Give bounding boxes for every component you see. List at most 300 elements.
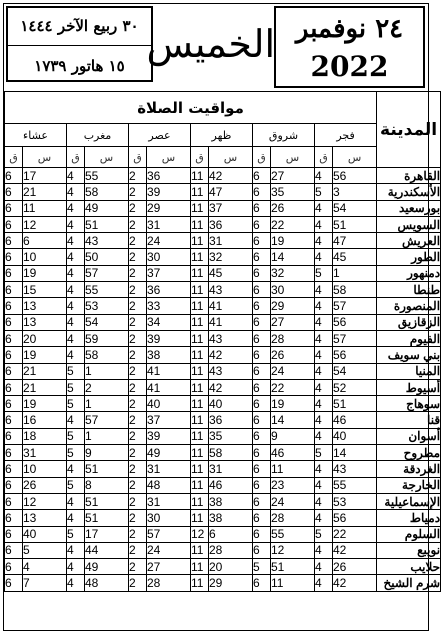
minute-cell: 13	[23, 314, 67, 330]
minute-cell: 32	[209, 249, 253, 265]
minute-cell: 14	[271, 249, 315, 265]
hour-cell: 6	[253, 168, 271, 184]
minute-cell: 53	[333, 493, 377, 509]
minute-cell: 7	[23, 575, 67, 591]
minute-cell: 43	[209, 282, 253, 298]
hour-cell: 6	[5, 363, 23, 379]
hour-cell: 5	[67, 363, 85, 379]
minute-cell: 38	[209, 493, 253, 509]
minute-cell: 49	[85, 200, 129, 216]
hour-cell: 6	[253, 298, 271, 314]
minute-cell: 28	[147, 575, 191, 591]
hour-cell: 2	[129, 493, 147, 509]
minute-cell: 59	[85, 330, 129, 346]
minute-unit-label: ق	[315, 147, 333, 168]
hour-cell: 4	[315, 249, 333, 265]
hour-cell: 6	[5, 428, 23, 444]
minute-cell: 39	[147, 184, 191, 200]
minute-cell: 56	[333, 347, 377, 363]
minute-cell: 37	[209, 200, 253, 216]
minute-cell: 16	[23, 412, 67, 428]
minute-cell: 26	[271, 200, 315, 216]
table-row	[5, 542, 441, 558]
minute-cell: 24	[147, 542, 191, 558]
city-name: الأسكندرية	[377, 184, 441, 200]
minute-cell: 20	[23, 330, 67, 346]
minute-cell: 40	[209, 396, 253, 412]
hour-cell: 2	[129, 379, 147, 395]
hour-cell: 6	[5, 559, 23, 575]
hour-cell: 2	[129, 510, 147, 526]
hour-cell: 4	[67, 314, 85, 330]
minute-cell: 51	[333, 216, 377, 232]
minute-cell: 31	[209, 461, 253, 477]
hour-cell: 11	[191, 184, 209, 200]
coptic-date: ١٥ هاتور ١٧٣٩	[34, 57, 125, 75]
minute-cell: 42	[209, 168, 253, 184]
day-name: الخميس	[146, 22, 275, 66]
minute-cell: 43	[209, 330, 253, 346]
minute-cell: 14	[333, 445, 377, 461]
minute-cell: 45	[209, 265, 253, 281]
gregorian-date-box	[274, 6, 425, 88]
minute-unit-label: ق	[129, 147, 147, 168]
minute-cell: 51	[85, 510, 129, 526]
minute-cell: 56	[333, 510, 377, 526]
minute-cell: 8	[85, 477, 129, 493]
prayer-header: عشاء	[5, 124, 67, 147]
minute-cell: 12	[23, 493, 67, 509]
minute-cell: 51	[85, 461, 129, 477]
hour-cell: 6	[5, 233, 23, 249]
city-name: بني سويف	[377, 347, 441, 363]
minute-unit-label: ق	[5, 147, 23, 168]
minute-cell: 19	[23, 265, 67, 281]
hour-cell: 11	[191, 379, 209, 395]
minute-cell: 30	[271, 282, 315, 298]
hour-cell: 4	[315, 347, 333, 363]
minute-cell: 37	[147, 412, 191, 428]
prayer-header: ظهر	[191, 124, 253, 147]
table-row	[5, 445, 441, 461]
city-name: السويس	[377, 216, 441, 232]
minute-cell: 9	[85, 445, 129, 461]
minute-cell: 23	[271, 477, 315, 493]
hour-cell: 4	[315, 363, 333, 379]
hour-cell: 12	[191, 526, 209, 542]
minute-cell: 46	[271, 445, 315, 461]
minute-cell: 38	[147, 347, 191, 363]
hour-cell: 5	[67, 379, 85, 395]
hour-cell: 11	[191, 216, 209, 232]
hour-cell: 6	[253, 314, 271, 330]
hour-cell: 6	[5, 168, 23, 184]
hour-cell: 2	[129, 233, 147, 249]
hour-cell: 6	[5, 379, 23, 395]
minute-cell: 12	[271, 542, 315, 558]
minute-cell: 37	[147, 265, 191, 281]
hour-cell: 5	[67, 396, 85, 412]
hour-cell: 6	[5, 542, 23, 558]
minute-cell: 9	[271, 428, 315, 444]
hour-cell: 4	[315, 428, 333, 444]
divider	[8, 45, 151, 46]
city-name: المنصورة	[377, 298, 441, 314]
hour-unit-label: س	[23, 147, 67, 168]
hour-cell: 5	[67, 477, 85, 493]
minute-cell: 19	[23, 396, 67, 412]
hour-cell: 4	[315, 314, 333, 330]
minute-cell: 54	[85, 314, 129, 330]
hour-cell: 5	[315, 526, 333, 542]
hour-cell: 4	[315, 298, 333, 314]
city-name: المنيا	[377, 363, 441, 379]
hour-cell: 2	[129, 168, 147, 184]
hour-cell: 11	[191, 428, 209, 444]
minute-cell: 43	[333, 461, 377, 477]
minute-cell: 6	[209, 526, 253, 542]
hour-cell: 4	[315, 216, 333, 232]
hour-cell: 2	[129, 298, 147, 314]
city-name: نويبع	[377, 542, 441, 558]
city-name: أسوان	[377, 428, 441, 444]
hour-cell: 5	[315, 184, 333, 200]
hour-cell: 11	[191, 575, 209, 591]
minute-cell: 51	[333, 396, 377, 412]
hour-cell: 11	[191, 249, 209, 265]
minute-cell: 34	[147, 314, 191, 330]
hour-cell: 2	[129, 363, 147, 379]
hour-cell: 4	[315, 510, 333, 526]
hour-cell: 4	[315, 542, 333, 558]
gregorian-date: ٢٤ نوفمبر	[295, 14, 404, 44]
table-row	[5, 396, 441, 412]
hour-cell: 6	[253, 428, 271, 444]
minute-cell: 42	[333, 542, 377, 558]
minute-cell: 22	[271, 379, 315, 395]
hour-cell: 2	[129, 314, 147, 330]
minute-cell: 5	[23, 542, 67, 558]
prayer-header: مغرب	[67, 124, 129, 147]
minute-cell: 55	[271, 526, 315, 542]
minute-cell: 1	[333, 265, 377, 281]
minute-cell: 31	[147, 216, 191, 232]
hour-cell: 2	[129, 559, 147, 575]
city-name: دمياط	[377, 510, 441, 526]
minute-cell: 11	[271, 575, 315, 591]
minute-cell: 13	[23, 510, 67, 526]
minute-cell: 36	[209, 412, 253, 428]
hour-cell: 6	[5, 477, 23, 493]
hour-cell: 4	[67, 347, 85, 363]
minute-cell: 1	[85, 396, 129, 412]
year: 2022	[310, 50, 389, 83]
minute-cell: 39	[147, 428, 191, 444]
table-row	[5, 510, 441, 526]
hour-cell: 6	[253, 249, 271, 265]
minute-cell: 27	[147, 559, 191, 575]
table-row	[5, 249, 441, 265]
hour-cell: 4	[67, 168, 85, 184]
hour-cell: 2	[129, 347, 147, 363]
minute-cell: 21	[23, 379, 67, 395]
minute-cell: 51	[271, 559, 315, 575]
minute-cell: 1	[85, 363, 129, 379]
hour-cell: 11	[191, 412, 209, 428]
table-title: مواقيت الصلاة	[5, 92, 377, 124]
minute-cell: 22	[271, 216, 315, 232]
hour-cell: 6	[253, 396, 271, 412]
hour-cell: 6	[5, 347, 23, 363]
city-name: دمنهور	[377, 265, 441, 281]
hour-cell: 4	[67, 559, 85, 575]
hour-cell: 6	[5, 282, 23, 298]
hour-cell: 5	[67, 428, 85, 444]
minute-cell: 56	[333, 314, 377, 330]
hour-cell: 11	[191, 265, 209, 281]
hour-cell: 11	[191, 314, 209, 330]
minute-cell: 22	[333, 526, 377, 542]
table-row	[5, 379, 441, 395]
city-name: الزقازيق	[377, 314, 441, 330]
minute-cell: 55	[85, 168, 129, 184]
hour-cell: 4	[67, 542, 85, 558]
minute-cell: 36	[147, 282, 191, 298]
hour-cell: 5	[253, 559, 271, 575]
prayer-header: فجر	[315, 124, 377, 147]
hour-cell: 2	[129, 477, 147, 493]
minute-cell: 35	[271, 184, 315, 200]
hour-cell: 6	[253, 363, 271, 379]
minute-unit-label: ق	[191, 147, 209, 168]
hour-cell: 6	[253, 265, 271, 281]
table-row	[5, 461, 441, 477]
city-name: الغردقة	[377, 461, 441, 477]
minute-cell: 44	[85, 542, 129, 558]
hour-cell: 6	[5, 200, 23, 216]
hour-cell: 2	[129, 282, 147, 298]
hour-cell: 6	[5, 445, 23, 461]
hour-cell: 11	[191, 200, 209, 216]
minute-cell: 54	[333, 363, 377, 379]
hour-cell: 11	[191, 493, 209, 509]
hour-cell: 11	[191, 347, 209, 363]
hour-cell: 6	[253, 575, 271, 591]
minute-cell: 21	[23, 184, 67, 200]
hour-cell: 2	[129, 184, 147, 200]
hour-cell: 6	[253, 412, 271, 428]
minute-cell: 42	[209, 347, 253, 363]
table-row	[5, 233, 441, 249]
hijri-date: ٣٠ ربيع الآخر ١٤٤٤	[20, 17, 139, 35]
hour-cell: 2	[129, 428, 147, 444]
hour-cell: 4	[67, 461, 85, 477]
hour-cell: 11	[191, 363, 209, 379]
minute-cell: 39	[147, 330, 191, 346]
minute-cell: 46	[209, 477, 253, 493]
minute-cell: 31	[147, 493, 191, 509]
minute-cell: 49	[85, 559, 129, 575]
minute-unit-label: ق	[67, 147, 85, 168]
table-row	[5, 265, 441, 281]
hour-cell: 2	[129, 216, 147, 232]
hour-unit-label: س	[271, 147, 315, 168]
minute-cell: 40	[23, 526, 67, 542]
minute-cell: 31	[209, 233, 253, 249]
minute-cell: 40	[147, 396, 191, 412]
minute-cell: 30	[147, 510, 191, 526]
hour-cell: 11	[191, 510, 209, 526]
hour-cell: 4	[67, 493, 85, 509]
minute-cell: 33	[147, 298, 191, 314]
minute-cell: 11	[271, 461, 315, 477]
minute-cell: 14	[271, 412, 315, 428]
minute-cell: 24	[271, 493, 315, 509]
table-row	[5, 477, 441, 493]
hour-cell: 4	[315, 168, 333, 184]
minute-cell: 42	[333, 575, 377, 591]
minute-cell: 2	[85, 379, 129, 395]
hour-cell: 11	[191, 461, 209, 477]
table-row	[5, 282, 441, 298]
city-name: الطور	[377, 249, 441, 265]
minute-cell: 19	[23, 347, 67, 363]
hour-cell: 6	[253, 216, 271, 232]
hour-cell: 11	[191, 542, 209, 558]
minute-cell: 46	[333, 412, 377, 428]
hour-cell: 6	[5, 510, 23, 526]
minute-cell: 1	[85, 428, 129, 444]
table-row	[5, 168, 441, 184]
minute-cell: 41	[209, 298, 253, 314]
city-name: حلايب	[377, 559, 441, 575]
hour-cell: 4	[315, 412, 333, 428]
hour-cell: 11	[191, 477, 209, 493]
minute-cell: 36	[147, 168, 191, 184]
minute-cell: 57	[333, 298, 377, 314]
hour-cell: 4	[67, 265, 85, 281]
table-row	[5, 363, 441, 379]
table-row	[5, 216, 441, 232]
hour-cell: 4	[67, 575, 85, 591]
city-name: قنا	[377, 412, 441, 428]
hour-cell: 6	[5, 461, 23, 477]
hour-cell: 4	[67, 233, 85, 249]
minute-cell: 28	[271, 510, 315, 526]
minute-cell: 38	[209, 510, 253, 526]
hour-cell: 6	[253, 379, 271, 395]
table-row	[5, 493, 441, 509]
hour-cell: 4	[67, 510, 85, 526]
city-name: الفيوم	[377, 330, 441, 346]
hour-cell: 6	[253, 526, 271, 542]
hour-cell: 6	[253, 445, 271, 461]
hour-cell: 6	[5, 184, 23, 200]
minute-cell: 11	[23, 200, 67, 216]
hour-cell: 6	[5, 412, 23, 428]
hour-cell: 4	[67, 330, 85, 346]
minute-cell: 4	[23, 559, 67, 575]
hour-cell: 6	[5, 265, 23, 281]
hour-cell: 2	[129, 330, 147, 346]
hour-cell: 4	[315, 282, 333, 298]
city-column-header: المدينة	[377, 92, 441, 168]
hour-cell: 6	[253, 542, 271, 558]
minute-cell: 29	[209, 575, 253, 591]
minute-cell: 41	[209, 314, 253, 330]
hour-cell: 6	[253, 510, 271, 526]
hour-cell: 5	[67, 526, 85, 542]
hour-unit-label: س	[209, 147, 253, 168]
hour-cell: 5	[315, 445, 333, 461]
city-name: سوهاج	[377, 396, 441, 412]
hour-cell: 6	[5, 216, 23, 232]
city-name: مطروح	[377, 445, 441, 461]
minute-cell: 58	[333, 282, 377, 298]
minute-cell: 43	[85, 233, 129, 249]
minute-cell: 27	[271, 314, 315, 330]
hour-cell: 2	[129, 542, 147, 558]
minute-cell: 32	[271, 265, 315, 281]
prayer-header: شروق	[253, 124, 315, 147]
minute-cell: 24	[271, 363, 315, 379]
minute-cell: 26	[271, 347, 315, 363]
minute-cell: 53	[85, 298, 129, 314]
hour-cell: 6	[5, 314, 23, 330]
city-name: طنطا	[377, 282, 441, 298]
hour-cell: 6	[253, 493, 271, 509]
hour-cell: 4	[67, 216, 85, 232]
table-row	[5, 559, 441, 575]
minute-cell: 10	[23, 461, 67, 477]
hour-cell: 11	[191, 396, 209, 412]
minute-cell: 56	[333, 168, 377, 184]
hour-cell: 11	[191, 330, 209, 346]
hour-unit-label: س	[147, 147, 191, 168]
hour-cell: 6	[253, 330, 271, 346]
hour-cell: 11	[191, 168, 209, 184]
hour-cell: 4	[315, 477, 333, 493]
minute-cell: 31	[147, 461, 191, 477]
minute-cell: 45	[333, 249, 377, 265]
table-row	[5, 412, 441, 428]
hour-cell: 4	[67, 282, 85, 298]
hour-cell: 11	[191, 559, 209, 575]
hour-cell: 6	[253, 461, 271, 477]
minute-cell: 19	[271, 233, 315, 249]
minute-cell: 17	[85, 526, 129, 542]
city-name: شرم الشيخ	[377, 575, 441, 591]
hour-cell: 4	[315, 493, 333, 509]
minute-cell: 49	[147, 445, 191, 461]
hour-cell: 6	[5, 249, 23, 265]
prayer-header: عصر	[129, 124, 191, 147]
minute-cell: 50	[85, 249, 129, 265]
minute-cell: 55	[85, 282, 129, 298]
hour-cell: 5	[67, 445, 85, 461]
minute-cell: 47	[209, 184, 253, 200]
minute-cell: 51	[85, 216, 129, 232]
minute-cell: 29	[271, 298, 315, 314]
minute-cell: 28	[271, 330, 315, 346]
hour-cell: 6	[253, 477, 271, 493]
city-name: العريش	[377, 233, 441, 249]
table-row	[5, 200, 441, 216]
hour-cell: 6	[253, 282, 271, 298]
hour-cell: 6	[5, 330, 23, 346]
hour-cell: 4	[67, 200, 85, 216]
table-row	[5, 314, 441, 330]
